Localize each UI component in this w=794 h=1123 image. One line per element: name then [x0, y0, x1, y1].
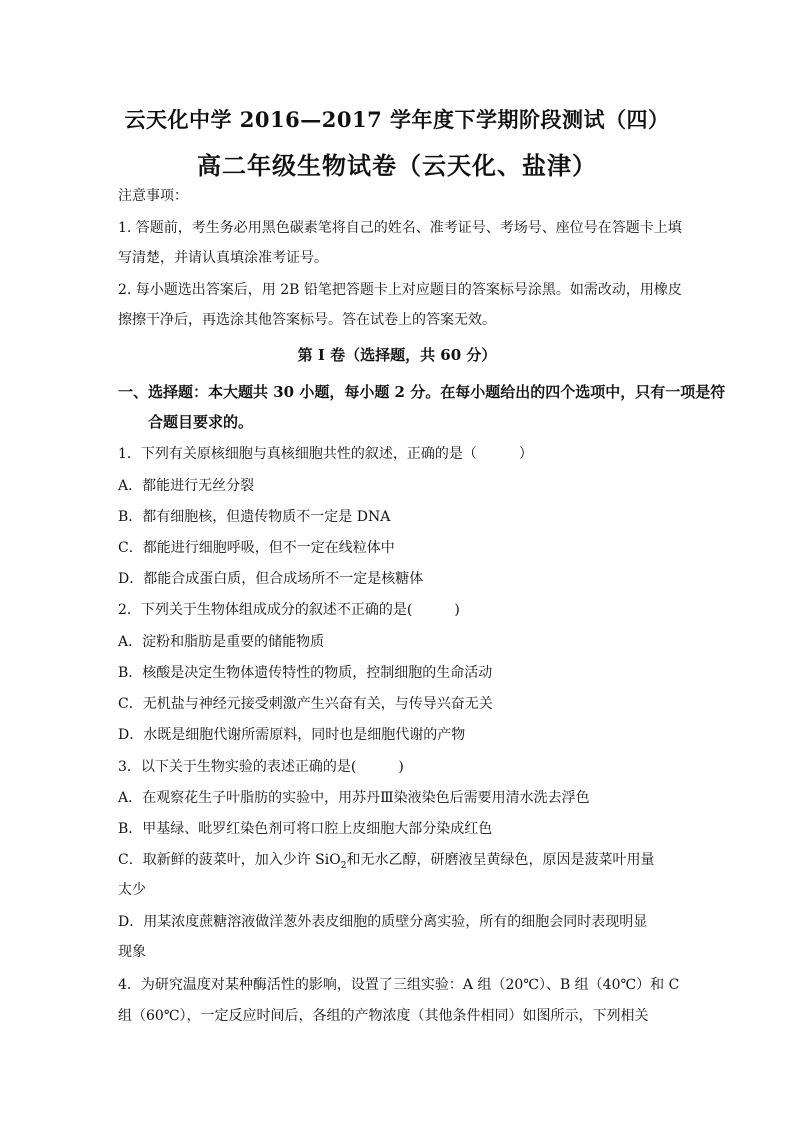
question-1-option-d: D．都能合成蛋白质，但合成场所不一定是核糖体 — [118, 571, 424, 587]
question-2-option-a: A．淀粉和脂肪是重要的储能物质 — [118, 634, 325, 650]
notice-item-2-line-1: 2. 每小题选出答案后，用 2B 铅笔把答题卡上对应题目的答案标号涂黑。如需改动，用橡皮 — [118, 282, 682, 298]
notice-item-1-line-1: 1. 答题前，考生务必用黑色碳素笔将自己的姓名、准考证号、考场号、座位号在答题卡上填 — [118, 220, 682, 236]
notice-item-2-line-2: 擦擦干净后，再选涂其他答案标号。答在试卷上的答案无效。 — [118, 312, 496, 328]
question-3-option-d-line-1: D．用某浓度蔗糖溶液做洋葱外表皮细胞的质壁分离实验，所有的细胞会同时表现明显 — [118, 914, 648, 930]
question-3-stem: 3．以下关于生物实验的表述正确的是( ) — [118, 759, 404, 775]
question-3-option-c-line-2: 太少 — [118, 882, 146, 898]
question-4-line-1: 4．为研究温度对某种酶活性的影响，设置了三组实验：A 组（20℃）、B 组（40℃）和 C — [118, 977, 680, 993]
question-2-option-c: C．无机盐与神经元接受刺激产生兴奋有关，与传导兴奋无关 — [118, 696, 493, 712]
question-3-option-c-subscript: 2 — [340, 860, 347, 871]
notice-item-1-line-2: 写清楚，并请认真填涂准考证号。 — [118, 250, 328, 266]
question-2-stem: 2．下列关于生物体组成成分的叙述不正确的是( ) — [118, 602, 460, 618]
question-2-option-b: B．核酸是决定生物体遗传特性的物质，控制细胞的生命活动 — [118, 665, 493, 681]
exam-subtitle: 高二年级生物试卷（云天化、盐津） — [197, 151, 597, 180]
question-3-option-c-line-1 — [118, 850, 678, 870]
section-instruction-line-2: 合题目要求的。 — [148, 413, 254, 431]
question-3-option-b: B．甲基绿、吡罗红染色剂可将口腔上皮细胞大部分染成红色 — [118, 821, 493, 837]
question-1-option-a: A．都能进行无丝分裂 — [118, 478, 255, 494]
notice-heading: 注意事项： — [118, 188, 188, 204]
question-2-option-d: D．水既是细胞代谢所需原料，同时也是细胞代谢的产物 — [118, 727, 466, 743]
question-1-option-c: C．都能进行细胞呼吸，但不一定在线粒体中 — [118, 540, 395, 556]
exam-title: 云天化中学 2016—2017 学年度下学期阶段测试（四） — [124, 107, 670, 132]
question-3-option-c-text-before: C．取新鲜的菠菜叶，加入少许 SiO — [118, 852, 341, 868]
question-1-stem: 1．下列有关原核细胞与真核细胞共性的叙述，正确的是（ ） — [118, 446, 533, 462]
question-1-option-b: B．都有细胞核，但遗传物质不一定是 DNA — [118, 509, 391, 525]
section-instruction-line-1: 一、选择题：本大题共 30 小题，每小题 2 分。在每小题给出的四个选项中，只有一项是符 — [118, 383, 726, 401]
section-title: 第 I 卷（选择题，共 60 分） — [297, 346, 497, 364]
question-4-line-2: 组（60℃），一定反应时间后，各组的产物浓度（其他条件相同）如图所示，下列相关 — [118, 1008, 649, 1024]
question-3-option-c-text-after: 和无水乙醇，研磨液呈黄绿色，原因是菠菜叶用量 — [346, 852, 655, 868]
question-3-option-a: A．在观察花生子叶脂肪的实验中，用苏丹Ⅲ染液染色后需要用清水洗去浮色 — [118, 790, 590, 806]
question-3-option-d-line-2: 现象 — [118, 944, 146, 960]
